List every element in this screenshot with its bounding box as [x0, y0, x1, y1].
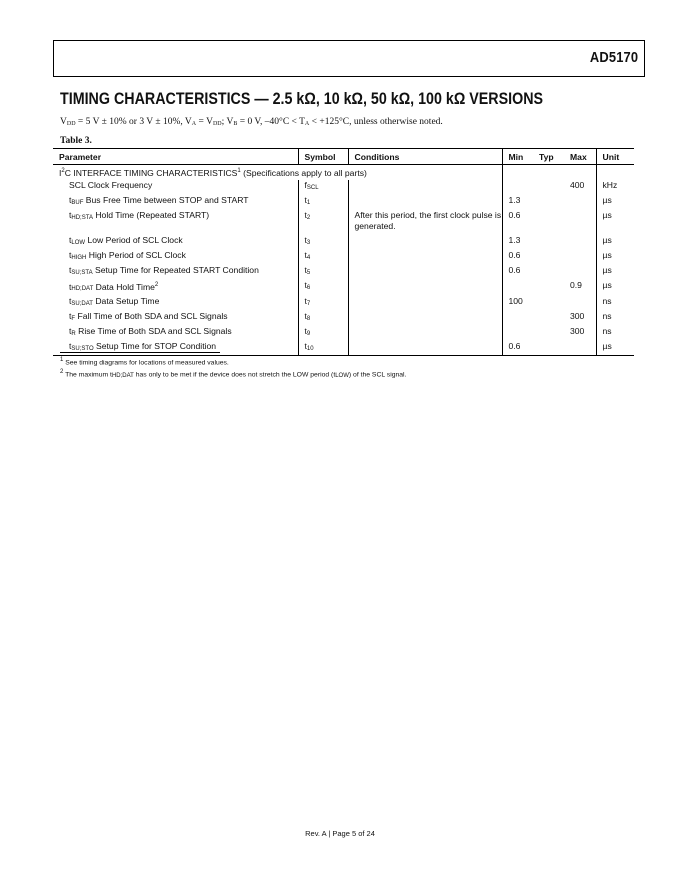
max-cell: [564, 234, 596, 249]
col-header-symbol: Symbol: [298, 149, 348, 165]
typ-cell: [533, 310, 564, 325]
table-row: [53, 295, 634, 310]
param-cell: tF Fall Time of Both SDA and SCL Signals: [53, 310, 298, 325]
min-cell: [502, 279, 533, 296]
max-cell: 400: [564, 179, 596, 194]
conditions-cell: [348, 194, 502, 209]
conditions-cell: After this period, the first clock pulse is generated.: [348, 209, 502, 234]
conditions-cell: [348, 249, 502, 264]
symbol-cell: t6: [298, 279, 348, 296]
conditions-cell: [348, 234, 502, 249]
max-cell: [564, 194, 596, 209]
conditions-cell: [348, 310, 502, 325]
col-header-unit: Unit: [596, 149, 634, 165]
conditions-cell: [348, 179, 502, 194]
max-cell: 0.9: [564, 279, 596, 296]
timing-table: [53, 148, 634, 356]
table-row: [53, 194, 634, 209]
param-cell: tLOW Low Period of SCL Clock: [53, 234, 298, 249]
symbol-cell: t8: [298, 310, 348, 325]
min-cell: [502, 325, 533, 340]
col-header-conditions: Conditions: [348, 149, 502, 165]
conditions-cell: [348, 295, 502, 310]
typ-cell: [533, 279, 564, 296]
col-header-typ: Typ: [533, 149, 564, 165]
page-footer: Rev. A | Page 5 of 24: [305, 829, 375, 838]
param-cell: tHD;STA Hold Time (Repeated START): [53, 209, 298, 234]
table-row: [53, 264, 634, 279]
table-row: [53, 249, 634, 264]
part-number: AD5170: [589, 49, 638, 66]
unit-cell: µs: [602, 194, 612, 205]
min-cell: 0.6: [508, 249, 521, 260]
param-cell: tHD;DAT Data Hold Time$^2$: [53, 279, 298, 296]
max-cell: [564, 264, 596, 279]
max-cell: [564, 249, 596, 264]
group-label: $I^2C$ INTERFACE TIMING CHARACTERISTICS$^1$ (Specifications apply to all parts): [53, 165, 502, 179]
max-cell: 300: [564, 310, 596, 325]
max-cell: [564, 295, 596, 310]
table-row: [53, 325, 634, 340]
conditions-cell: [348, 325, 502, 340]
typ-cell: [533, 325, 564, 340]
col-header-max: Max: [564, 149, 596, 165]
unit-cell: µs: [602, 249, 612, 260]
unit-cell: µs: [602, 234, 612, 245]
param-cell: tBUF Bus Free Time between STOP and START: [53, 194, 298, 209]
typ-cell: [533, 249, 564, 264]
footnote-1: 1 See timing diagrams for locations of measured values.: [60, 357, 229, 367]
symbol-cell: t4: [298, 249, 348, 264]
min-cell: [502, 179, 533, 194]
table-row: [53, 310, 634, 325]
col-header-parameter: Parameter: [53, 149, 298, 165]
footnotes: [60, 356, 406, 381]
min-cell: 0.6: [502, 340, 533, 356]
min-cell: 0.6: [508, 209, 521, 220]
symbol-cell: fSCL: [298, 179, 348, 194]
unit-cell: µs: [602, 264, 612, 275]
test-conditions: VDD = 5 V ± 10% or 3 V ± 10%, VA = VDD; VB = 0 V, –40°C < TA < +125°C, unless otherwise noted.: [60, 117, 443, 127]
footnote-divider: [60, 352, 220, 353]
unit-cell: µs: [596, 340, 634, 356]
table-caption: Table 3.: [60, 136, 92, 146]
table-row: [53, 179, 634, 194]
param-cell: tHIGH High Period of SCL Clock: [53, 249, 298, 264]
table-row: [53, 234, 634, 249]
param-cell: tSU;DAT Data Setup Time: [53, 295, 298, 310]
max-cell: [564, 209, 596, 234]
unit-cell: kHz: [602, 179, 618, 190]
typ-cell: [533, 209, 564, 234]
conditions-cell: [348, 264, 502, 279]
param-cell: SCL Clock Frequency: [53, 179, 298, 194]
conditions-cell: [348, 340, 502, 356]
table-row: [53, 209, 634, 234]
param-cell: tSU;STO Setup Time for STOP Condition: [53, 340, 298, 356]
section-title: TIMING CHARACTERISTICS — 2.5 kΩ, 10 kΩ, 50 kΩ, 100 kΩ VERSIONS: [60, 89, 544, 108]
header-box: [53, 40, 645, 77]
unit-cell: ns: [602, 326, 612, 337]
max-cell: [564, 340, 596, 356]
symbol-cell: t5: [298, 264, 348, 279]
max-cell: 300: [564, 325, 596, 340]
footnote-2: 2 The maximum tHD;DAT has only to be met if the device does not stretch the LOW period (tLOW) of the SCL signal.: [60, 368, 407, 380]
conditions-cell: [348, 279, 502, 296]
symbol-cell: t10: [298, 340, 348, 356]
unit-cell: µs: [602, 209, 612, 220]
table-row: [53, 279, 634, 296]
param-cell: tSU;STA Setup Time for Repeated START Condition: [53, 264, 298, 279]
table-row: [53, 340, 634, 356]
typ-cell: [533, 234, 564, 249]
symbol-cell: t7: [298, 295, 348, 310]
col-header-min: Min: [502, 149, 533, 165]
typ-cell: [533, 264, 564, 279]
param-cell: tR Rise Time of Both SDA and SCL Signals: [53, 325, 298, 340]
table-group-row: [53, 165, 634, 179]
min-cell: 1.3: [508, 194, 521, 205]
table-header-row: [53, 149, 634, 165]
min-cell: 0.6: [508, 264, 521, 275]
typ-cell: [533, 295, 564, 310]
typ-cell: [533, 179, 564, 194]
unit-cell: ns: [602, 311, 612, 322]
typ-cell: [533, 340, 564, 356]
symbol-cell: t9: [298, 325, 348, 340]
min-cell: 1.3: [508, 234, 521, 245]
min-cell: 100: [508, 296, 523, 307]
symbol-cell: t1: [298, 194, 348, 209]
unit-cell: ns: [602, 296, 612, 307]
symbol-cell: t3: [298, 234, 348, 249]
min-cell: [502, 310, 533, 325]
typ-cell: [533, 194, 564, 209]
symbol-cell: t2: [298, 209, 348, 234]
unit-cell: µs: [602, 279, 612, 290]
